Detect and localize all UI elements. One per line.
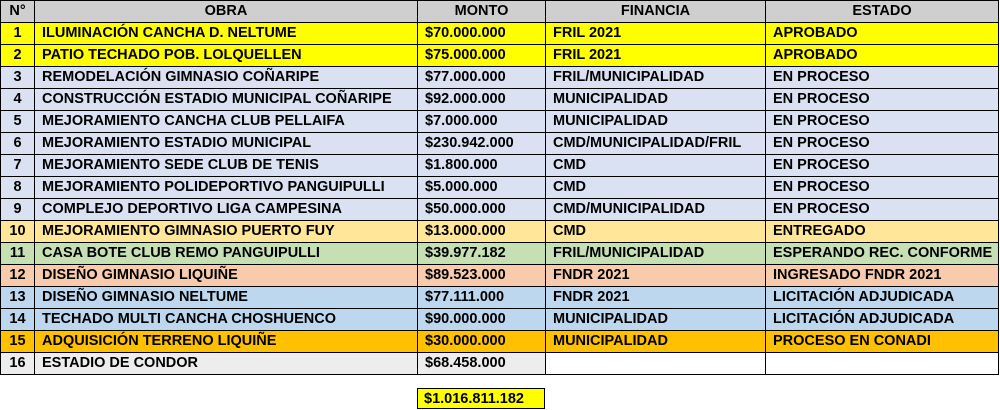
- table-row: [1, 199, 999, 221]
- cell-obra: DISEÑO GIMNASIO NELTUME: [35, 287, 418, 309]
- cell-obra: ILUMINACIÓN CANCHA D. NELTUME: [35, 23, 418, 45]
- cell-number: 13: [1, 287, 35, 309]
- header-estado: ESTADO: [766, 1, 999, 23]
- cell-estado: EN PROCESO: [766, 133, 999, 155]
- cell-number: 2: [1, 45, 35, 67]
- cell-monto: $1.800.000: [418, 155, 546, 177]
- cell-financia: CMD: [546, 177, 766, 199]
- cell-financia: FNDR 2021: [546, 265, 766, 287]
- cell-financia: FRIL 2021: [546, 45, 766, 67]
- cell-estado: ESPERANDO REC. CONFORME: [766, 243, 999, 265]
- cell-number: 4: [1, 89, 35, 111]
- table-header: [1, 1, 999, 23]
- cell-obra: PATIO TECHADO POB. LOLQUELLEN: [35, 45, 418, 67]
- table-row: [1, 331, 999, 353]
- header-monto: MONTO: [418, 1, 546, 23]
- cell-number: 14: [1, 309, 35, 331]
- cell-financia: FNDR 2021: [546, 287, 766, 309]
- cell-estado: LICITACIÓN ADJUDICADA: [766, 309, 999, 331]
- cell-monto: $5.000.000: [418, 177, 546, 199]
- cell-estado: [766, 353, 999, 375]
- table-row: [1, 23, 999, 45]
- cell-monto: $7.000.000: [418, 111, 546, 133]
- table-row: [1, 265, 999, 287]
- cell-monto: $13.000.000: [418, 221, 546, 243]
- cell-financia: FRIL 2021: [546, 23, 766, 45]
- header-row: [1, 1, 999, 23]
- cell-obra: DISEÑO GIMNASIO LIQUIÑE: [35, 265, 418, 287]
- cell-number: 11: [1, 243, 35, 265]
- cell-financia: FRIL/MUNICIPALIDAD: [546, 67, 766, 89]
- header-obra: OBRA: [35, 1, 418, 23]
- cell-monto: $77.000.000: [418, 67, 546, 89]
- header-financia: FINANCIA: [546, 1, 766, 23]
- cell-financia: MUNICIPALIDAD: [546, 111, 766, 133]
- cell-obra: TECHADO MULTI CANCHA CHOSHUENCO: [35, 309, 418, 331]
- cell-number: 5: [1, 111, 35, 133]
- cell-financia: CMD/MUNICIPALIDAD: [546, 199, 766, 221]
- cell-obra: MEJORAMIENTO SEDE CLUB DE TENIS: [35, 155, 418, 177]
- cell-monto: $90.000.000: [418, 309, 546, 331]
- cell-estado: APROBADO: [766, 45, 999, 67]
- table-row: [1, 243, 999, 265]
- cell-number: 10: [1, 221, 35, 243]
- cell-monto: $89.523.000: [418, 265, 546, 287]
- table-row: [1, 221, 999, 243]
- table-row: [1, 133, 999, 155]
- cell-obra: ESTADIO DE CONDOR: [35, 353, 418, 375]
- table-row: [1, 111, 999, 133]
- cell-monto: $68.458.000: [418, 353, 546, 375]
- cell-monto: $50.000.000: [418, 199, 546, 221]
- cell-financia: [546, 353, 766, 375]
- cell-obra: ADQUISICIÓN TERRENO LIQUIÑE: [35, 331, 418, 353]
- cell-number: 12: [1, 265, 35, 287]
- cell-financia: CMD: [546, 155, 766, 177]
- cell-monto: $75.000.000: [418, 45, 546, 67]
- table-row: [1, 287, 999, 309]
- cell-financia: CMD: [546, 221, 766, 243]
- cell-obra: COMPLEJO DEPORTIVO LIGA CAMPESINA: [35, 199, 418, 221]
- cell-number: 16: [1, 353, 35, 375]
- cell-financia: MUNICIPALIDAD: [546, 89, 766, 111]
- cell-number: 8: [1, 177, 35, 199]
- cell-estado: EN PROCESO: [766, 67, 999, 89]
- cell-estado: PROCESO EN CONADI: [766, 331, 999, 353]
- cell-estado: EN PROCESO: [766, 199, 999, 221]
- cell-estado: EN PROCESO: [766, 155, 999, 177]
- cell-number: 9: [1, 199, 35, 221]
- cell-obra: MEJORAMIENTO GIMNASIO PUERTO FUY: [35, 221, 418, 243]
- cell-obra: MEJORAMIENTO ESTADIO MUNICIPAL: [35, 133, 418, 155]
- total-amount: $1.016.811.182: [417, 388, 545, 409]
- cell-number: 6: [1, 133, 35, 155]
- cell-number: 15: [1, 331, 35, 353]
- cell-monto: $77.111.000: [418, 287, 546, 309]
- cell-estado: EN PROCESO: [766, 111, 999, 133]
- cell-estado: LICITACIÓN ADJUDICADA: [766, 287, 999, 309]
- cell-obra: REMODELACIÓN GIMNASIO COÑARIPE: [35, 67, 418, 89]
- table-row: [1, 155, 999, 177]
- cell-monto: $70.000.000: [418, 23, 546, 45]
- table-row: [1, 89, 999, 111]
- cell-monto: $30.000.000: [418, 331, 546, 353]
- table-row: [1, 67, 999, 89]
- cell-estado: APROBADO: [766, 23, 999, 45]
- cell-obra: MEJORAMIENTO POLIDEPORTIVO PANGUIPULLI: [35, 177, 418, 199]
- cell-estado: INGRESADO FNDR 2021: [766, 265, 999, 287]
- cell-estado: ENTREGADO: [766, 221, 999, 243]
- header-number: N°: [1, 1, 35, 23]
- cell-monto: $39.977.182: [418, 243, 546, 265]
- table-body: [1, 23, 999, 375]
- table-row: [1, 45, 999, 67]
- table-row: [1, 309, 999, 331]
- cell-obra: CASA BOTE CLUB REMO PANGUIPULLI: [35, 243, 418, 265]
- cell-obra: MEJORAMIENTO CANCHA CLUB PELLAIFA: [35, 111, 418, 133]
- cell-financia: CMD/MUNICIPALIDAD/FRIL: [546, 133, 766, 155]
- table-row: [1, 177, 999, 199]
- cell-obra: CONSTRUCCIÓN ESTADIO MUNICIPAL COÑARIPE: [35, 89, 418, 111]
- cell-financia: MUNICIPALIDAD: [546, 331, 766, 353]
- cell-estado: EN PROCESO: [766, 177, 999, 199]
- cell-number: 3: [1, 67, 35, 89]
- table-row: [1, 353, 999, 375]
- cell-estado: EN PROCESO: [766, 89, 999, 111]
- cell-financia: MUNICIPALIDAD: [546, 309, 766, 331]
- cell-monto: $230.942.000: [418, 133, 546, 155]
- cell-financia: FRIL/MUNICIPALIDAD: [546, 243, 766, 265]
- cell-monto: $92.000.000: [418, 89, 546, 111]
- cell-number: 7: [1, 155, 35, 177]
- cell-number: 1: [1, 23, 35, 45]
